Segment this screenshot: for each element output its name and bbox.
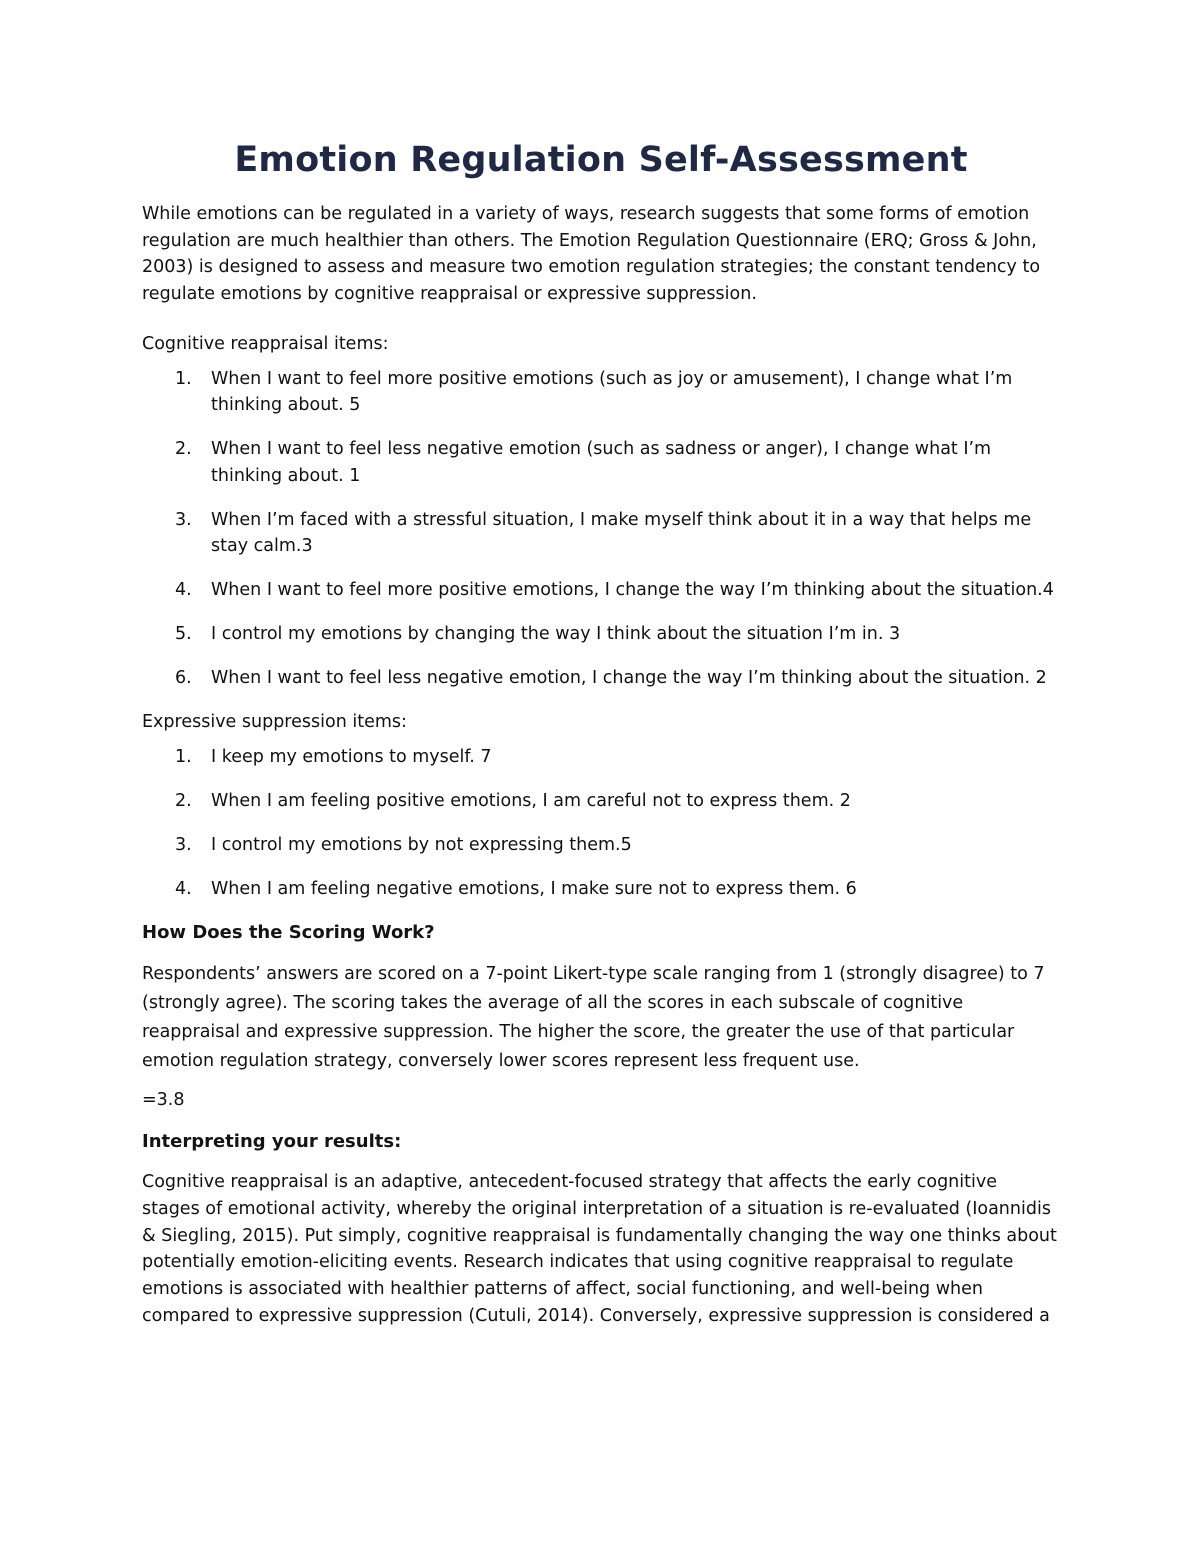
list-item xyxy=(142,744,1060,771)
list-item xyxy=(142,577,1060,604)
list-item-number: 5. xyxy=(175,624,192,644)
expressive-suppression-label: Expressive suppression items: xyxy=(142,712,407,732)
scoring-heading: How Does the Scoring Work? xyxy=(142,921,435,943)
score-result: =3.8 xyxy=(142,1089,185,1110)
page-title: Emotion Regulation Self-Assessment xyxy=(234,140,968,180)
list-item xyxy=(142,621,1060,648)
list-item-text: I control my emotions by changing the way I think about the situation I’m in. 3 xyxy=(211,624,901,644)
list-item-text: When I am feeling negative emotions, I make sure not to express them. 6 xyxy=(211,878,857,899)
list-item xyxy=(142,832,1060,859)
list-item xyxy=(142,876,1060,903)
list-item-text: When I want to feel more positive emotions (such as joy or amusement), I change what I’m thinking about. 5 xyxy=(211,368,1013,415)
list-item xyxy=(142,665,1060,692)
scoring-paragraph: Respondents’ answers are scored on a 7-point Likert-type scale ranging from 1 (strongly disagree) to 7 (strongly agree). The scoring takes the average of all the scores in each subscale of cognitive reappraisal and expressive suppression. The higher the score, the greater the use of that particular emotion regulation strategy, conversely lower scores represent less frequent use. xyxy=(142,963,1045,1071)
list-item-text: When I want to feel more positive emotions, I change the way I’m thinking about the situation.4 xyxy=(211,580,1054,600)
list-item-text: When I want to feel less negative emotion (such as sadness or anger), I change what I’m thinking about. 1 xyxy=(211,439,992,486)
list-item-text: I control my emotions by not expressing them.5 xyxy=(211,834,632,855)
cognitive-reappraisal-label: Cognitive reappraisal items: xyxy=(142,334,389,354)
list-item-number: 1. xyxy=(175,746,192,767)
list-item-text: I keep my emotions to myself. 7 xyxy=(211,746,492,767)
list-item-number: 3. xyxy=(175,509,192,530)
list-item-text: When I’m faced with a stressful situation, I make myself think about it in a way that helps me stay calm.3 xyxy=(211,509,1032,556)
list-item xyxy=(142,507,1060,560)
list-item xyxy=(142,366,1060,419)
list-item-text: When I am feeling positive emotions, I am careful not to express them. 2 xyxy=(211,790,851,811)
list-item xyxy=(142,436,1060,489)
list-item-number: 4. xyxy=(175,878,192,899)
list-item-number: 4. xyxy=(175,580,192,600)
list-item-number: 6. xyxy=(175,668,192,688)
list-item-number: 1. xyxy=(175,368,192,389)
list-item-number: 2. xyxy=(175,439,192,459)
expressive-suppression-list xyxy=(142,744,1060,903)
list-item-number: 2. xyxy=(175,790,192,811)
interpreting-heading: Interpreting your results: xyxy=(142,1131,402,1152)
cognitive-reappraisal-list xyxy=(142,366,1060,692)
interpreting-paragraph: Cognitive reappraisal is an adaptive, antecedent-focused strategy that affects the early cognitive stages of emotional activity, whereby the original interpretation of a situation is re-evaluated (Ioannidis & Siegling, 2015). Put simply, cognitive reappraisal is fundamentally changing the way one thinks about potentially emotion-eliciting events. Research indicates that using cognitive reappraisal to regulate emotions is associated with healthier patterns of affect, social functioning, and well-being when compared to expressive suppression (Cutuli, 2014). Conversely, expressive suppression is considered a xyxy=(142,1172,1057,1326)
intro-paragraph: While emotions can be regulated in a variety of ways, research suggests that some forms of emotion regulation are much healthier than others. The Emotion Regulation Questionnaire (ERQ; Gross & John, 2003) is designed to assess and measure two emotion regulation strategies; the constant tendency to regulate emotions by cognitive reappraisal or expressive suppression. xyxy=(142,204,1041,304)
list-item-text: When I want to feel less negative emotion, I change the way I’m thinking about the situation. 2 xyxy=(211,668,1047,688)
list-item-number: 3. xyxy=(175,834,192,855)
list-item xyxy=(142,788,1060,815)
